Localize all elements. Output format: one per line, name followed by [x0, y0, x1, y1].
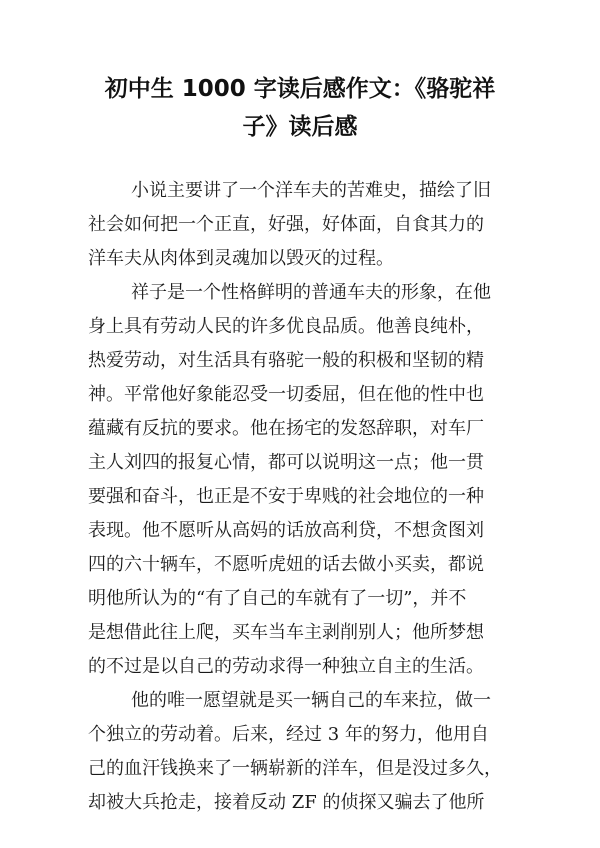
text-line: 蕴藏有反抗的要求。他在扬宅的发怒辞职，对车厂 — [88, 418, 484, 439]
text-line: 要强和奋斗，也正是不安于卑贱的社会地位的一种 — [88, 486, 484, 507]
text-line: 却被大兵抢走，接着反动 ZF 的侦探又骗去了他所 — [88, 792, 485, 813]
text-line: 四的六十辆车，不愿听虎妞的话去做小买卖，都说 — [88, 554, 484, 575]
text-line: 热爱劳动，对生活具有骆驼一般的积极和坚韧的精 — [88, 350, 484, 371]
document-title: 初中生 1000 字读后感作文：《骆驼祥子》读后感 — [104, 76, 496, 140]
text-line: 社会如何把一个正直，好强，好体面，自食其力的 — [88, 214, 484, 235]
text-line: 是想借此往上爬，买车当车主剥削别人；他所梦想 — [88, 622, 484, 643]
text-line: 身上具有劳动人民的许多优良品质。他善良纯朴， — [88, 316, 484, 337]
text-line: 小说主要讲了一个洋车夫的苦难史，描绘了旧 — [131, 180, 491, 201]
paragraph — [88, 174, 520, 276]
paragraph — [88, 276, 520, 684]
text-line: 个独立的劳动着。后来，经过 3 年的努力，他用自 — [88, 724, 489, 745]
text-line: 己的血汗钱换来了一辆崭新的洋车，但是没过多久， — [88, 758, 502, 779]
text-line: 明他所认为的“有了自己的车就有了一切”，并不 — [88, 588, 467, 609]
text-line: 的不过是以自己的劳动求得一种独立自主的生活。 — [88, 656, 484, 677]
text-line: 表现。他不愿听从高妈的话放高利贷，不想贪图刘 — [88, 520, 484, 541]
document-body — [88, 174, 520, 820]
text-line: 祥子是一个性格鲜明的普通车夫的形象，在他 — [131, 282, 491, 303]
text-line: 洋车夫从肉体到灵魂加以毁灭的过程。 — [88, 248, 394, 269]
text-line: 他的唯一愿望就是买一辆自己的车来拉，做一 — [131, 690, 491, 711]
paragraph — [88, 684, 520, 820]
text-line: 神。平常他好象能忍受一切委屈，但在他的性中也 — [88, 384, 484, 405]
text-line: 主人刘四的报复心情，都可以说明这一点；他一贯 — [88, 452, 484, 473]
